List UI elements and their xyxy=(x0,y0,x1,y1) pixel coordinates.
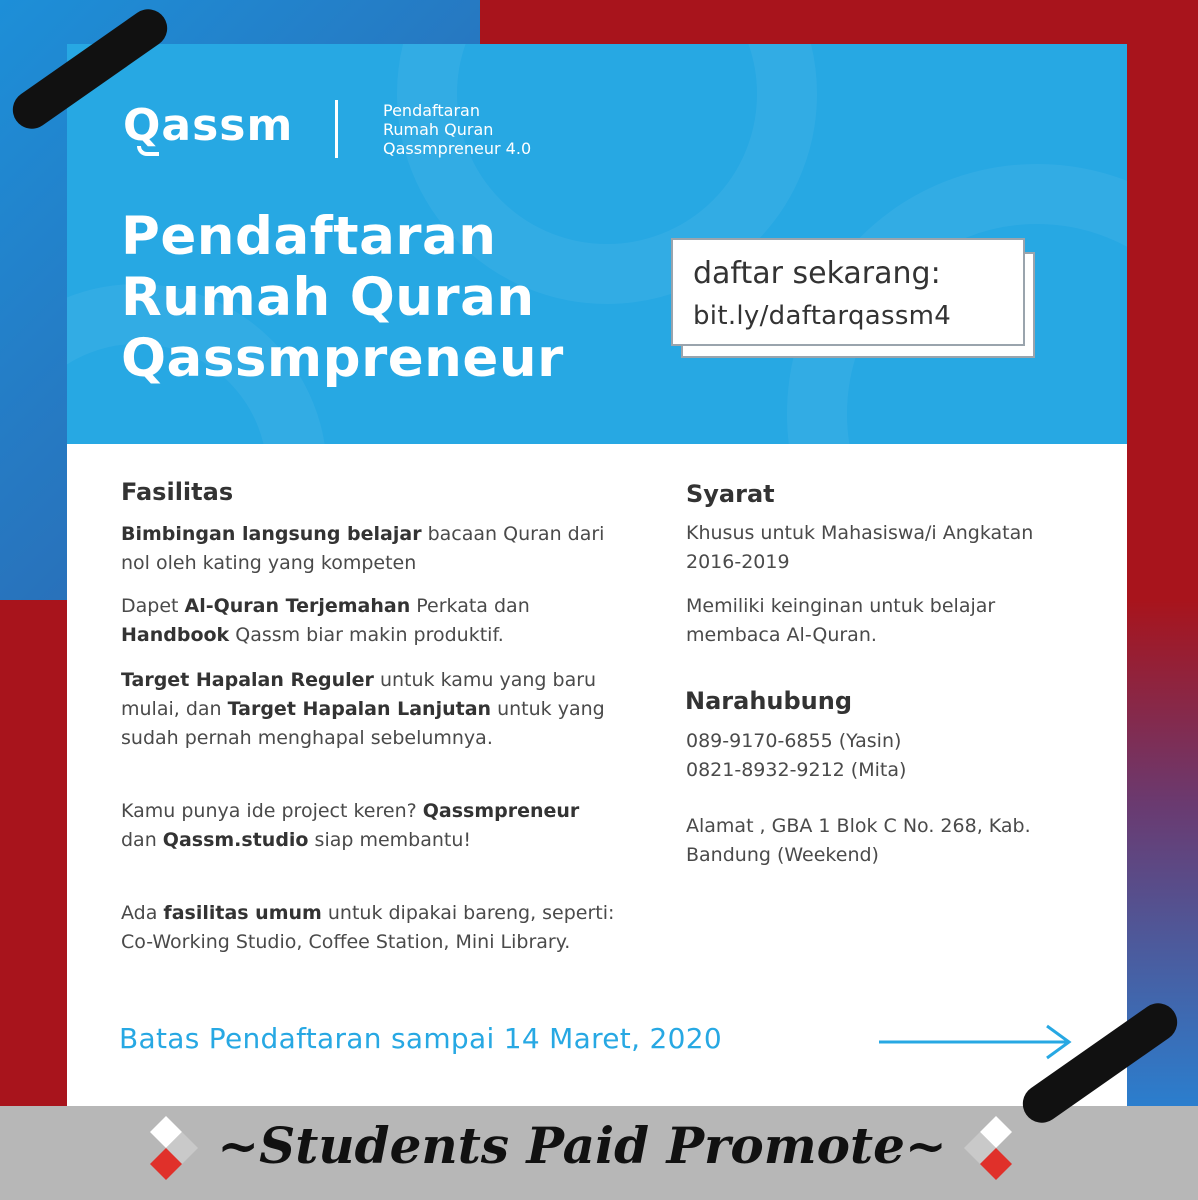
diamond-decor-icon xyxy=(956,1112,1016,1192)
register-cta-box[interactable] xyxy=(671,238,1025,346)
arrow-right-icon xyxy=(877,1024,1073,1064)
promo-banner-text: ~Students Paid Promote~ xyxy=(217,1116,947,1175)
cta-link[interactable]: bit.ly/daftarqassm4 xyxy=(693,301,952,331)
subtitle-line: Rumah Quran xyxy=(383,120,494,139)
title-line: Rumah Quran xyxy=(121,267,535,328)
fasilitas-item: Bimbingan langsung belajar bacaan Quran dari nol oleh kating yang kompeten xyxy=(121,523,605,574)
logo-tail-mark xyxy=(137,146,159,156)
subtitle-line: Pendaftaran xyxy=(383,101,480,120)
poster-header xyxy=(67,44,1127,444)
deadline-text: Batas Pendaftaran sampai 14 Maret, 2020 xyxy=(119,1022,722,1055)
background-red-left xyxy=(0,600,70,1110)
title-line: Pendaftaran xyxy=(121,206,497,267)
contact-item: 089-9170-6855 (Yasin) xyxy=(686,730,902,752)
cta-label: daftar sekarang: xyxy=(693,256,941,291)
syarat-title: Syarat xyxy=(686,480,775,508)
qassm-logo: Qassm xyxy=(123,100,294,151)
logo-subtitle xyxy=(383,101,531,158)
address: Alamat , GBA 1 Blok C No. 268, Kab. Bandung (Weekend) xyxy=(686,815,1031,866)
fasilitas-item: Target Hapalan Reguler untuk kamu yang baru mulai, dan Target Hapalan Lanjutan untuk yang sudah pernah menghapal sebelumnya. xyxy=(121,669,605,749)
logo-divider xyxy=(335,100,338,158)
title-line: Qassmpreneur xyxy=(121,328,564,389)
fasilitas-title: Fasilitas xyxy=(121,478,234,506)
syarat-item: Khusus untuk Mahasiswa/i Angkatan 2016-2019 xyxy=(686,522,1034,573)
fasilitas-item: Ada fasilitas umum untuk dipakai bareng, seperti: Co-Working Studio, Coffee Station, Mini Library. xyxy=(121,902,615,953)
diamond-decor-icon xyxy=(146,1112,206,1192)
page-title xyxy=(121,206,564,389)
contact-item: 0821-8932-9212 (Mita) xyxy=(686,759,907,781)
syarat-item: Memiliki keinginan untuk belajar membaca Al-Quran. xyxy=(686,595,996,646)
fasilitas-item: Kamu punya ide project keren? Qassmpreneur dan Qassm.studio siap membantu! xyxy=(121,800,580,851)
subtitle-line: Qassmpreneur 4.0 xyxy=(383,139,532,158)
narahubung-title: Narahubung xyxy=(685,687,853,715)
poster-card xyxy=(67,44,1127,1106)
fasilitas-item: Dapet Al-Quran Terjemahan Perkata dan Handbook Qassm biar makin produktif. xyxy=(121,595,530,646)
